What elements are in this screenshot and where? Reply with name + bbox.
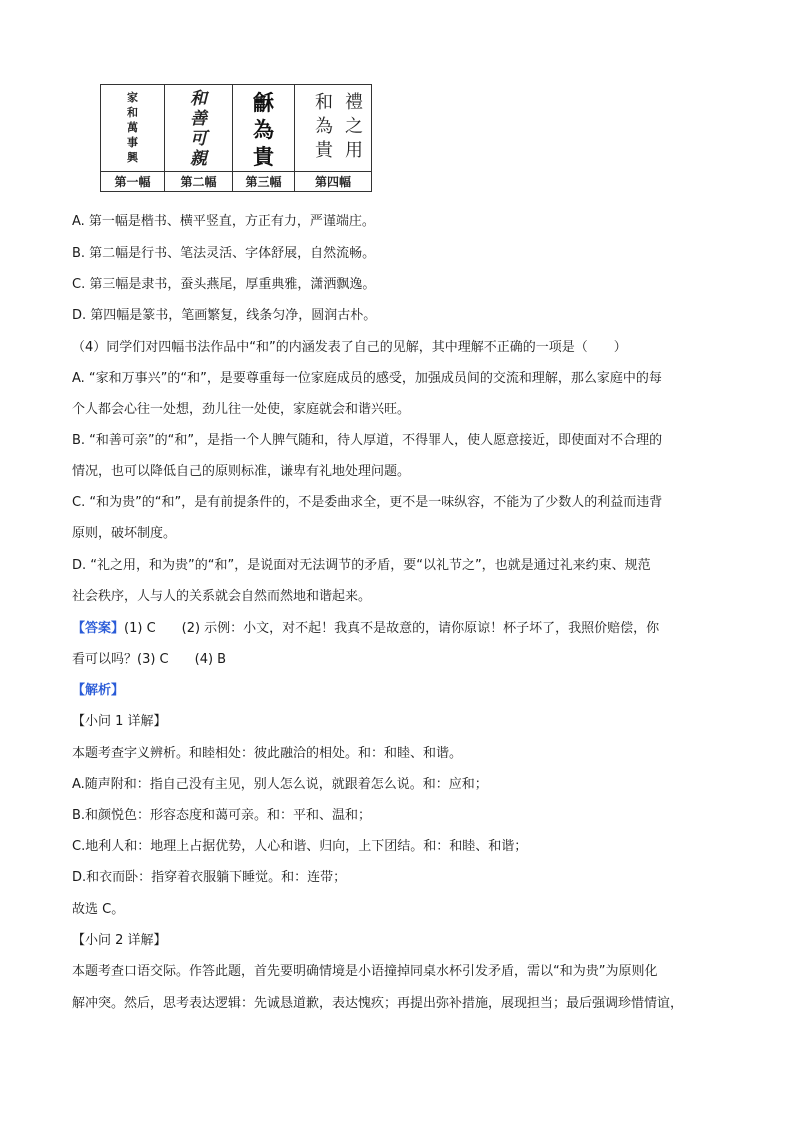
calligraphy-work-4	[295, 85, 371, 171]
calligraphy-label-row	[101, 172, 371, 191]
q3-option-b: B. 第二幅是行书、笔法灵活、字体舒展，自然流畅。	[72, 246, 376, 261]
q4-option-b-line1: B. “和善可亲”的“和”，是指一个人脾气随和，待人厚道，不得罪人，使人愿意接近，即使面对不合理的	[72, 433, 663, 448]
calligraphy-work-4-left-column: 和為貴	[315, 92, 333, 161]
calligraphy-figure	[100, 84, 372, 192]
q4-option-c-line2: 原则，破坏制度。	[72, 526, 177, 541]
calligraphy-work-3-text: 龢為貴	[253, 90, 274, 169]
q4-option-a-line1: A. “家和万事兴”的“和”，是要尊重每一位家庭成员的感受，加强成员间的交流和理解，那么家庭中的每	[72, 371, 662, 386]
q4-option-d-line1: D. “礼之用，和为贵”的“和”，是说面对无法调节的矛盾，要“以礼节之”，也就是通过礼来约束、规范	[72, 558, 651, 573]
q1-detail-line2: A.随声附和：指自己没有主见，别人怎么说，就跟着怎么说。和：应和；	[72, 777, 488, 792]
q2-detail-line2: 解冲突。然后，思考表达逻辑：先诚恳道歉，表达愧疚；再提出弥补措施，展现担当；最后强调珍惜情谊，	[72, 996, 684, 1011]
answer-line2: 看可以吗？(3) C (4) B	[72, 652, 227, 667]
calligraphy-work-1	[101, 85, 165, 171]
calligraphy-label-2: 第二幅	[165, 172, 233, 191]
q1-detail-line1: 本题考查字义辨析。和睦相处：彼此融洽的相处。和：和睦、和谐。	[72, 746, 463, 761]
q1-detail-line3: B.和颜悦色：形容态度和蔼可亲。和：平和、温和；	[72, 808, 372, 823]
q1-detail-line6: 故选 C。	[72, 902, 125, 917]
answer-text-line1: (1) C (2) 示例：小文，对不起！我真不是故意的，请你原谅！杯子坏了，我照价赔偿，你	[124, 621, 660, 636]
q2-detail-heading: 【小问 2 详解】	[72, 933, 167, 948]
q2-detail-line1: 本题考查口语交际。作答此题，首先要明确情境是小语撞掉同桌水杯引发矛盾，需以“和为贵”为原则化	[72, 964, 658, 979]
calligraphy-work-3	[233, 85, 295, 171]
q3-option-c: C. 第三幅是隶书，蚕头燕尾，厚重典雅，潇洒飘逸。	[72, 277, 376, 292]
analysis-label: 【解析】	[72, 683, 125, 698]
calligraphy-art-row	[101, 85, 371, 172]
q4-stem: （4）同学们对四幅书法作品中“和”的内涵发表了自己的见解，其中理解不正确的一项是（ ）	[72, 340, 627, 355]
q3-option-a: A. 第一幅是楷书、横平竖直，方正有力，严谨端庄。	[72, 214, 375, 229]
calligraphy-work-4-right-column: 禮之用	[345, 92, 363, 161]
q1-detail-line5: D.和衣而卧：指穿着衣服躺下睡觉。和：连带；	[72, 870, 347, 885]
answer-label: 【答案】	[72, 621, 125, 636]
q1-detail-heading: 【小问 1 详解】	[72, 714, 167, 729]
q4-option-b-line2: 情况，也可以降低自己的原则标准，谦卑有礼地处理问题。	[72, 464, 411, 479]
calligraphy-label-1: 第一幅	[101, 172, 165, 191]
calligraphy-label-3: 第三幅	[233, 172, 295, 191]
answer-line1	[72, 620, 659, 638]
calligraphy-work-2	[165, 85, 233, 171]
q1-detail-line4: C.地利人和：地理上占据优势，人心和谐、归向，上下团结。和：和睦、和谐；	[72, 839, 528, 854]
q4-option-d-line2: 社会秩序，人与人的关系就会自然而然地和谐起来。	[72, 589, 372, 604]
q3-option-d: D. 第四幅是篆书，笔画繁复，线条匀净，圆润古朴。	[72, 308, 377, 323]
calligraphy-work-2-text: 和善可親	[190, 89, 207, 169]
q4-option-a-line2: 个人都会心往一处想，劲儿往一处使，家庭就会和谐兴旺。	[72, 402, 411, 417]
q4-option-c-line1: C. “和为贵”的“和”，是有前提条件的，不是委曲求全，更不是一味纵容，不能为了少数人的利益而违背	[72, 495, 663, 510]
calligraphy-work-1-text: 家和萬事興	[127, 91, 138, 164]
calligraphy-label-4: 第四幅	[314, 175, 351, 189]
